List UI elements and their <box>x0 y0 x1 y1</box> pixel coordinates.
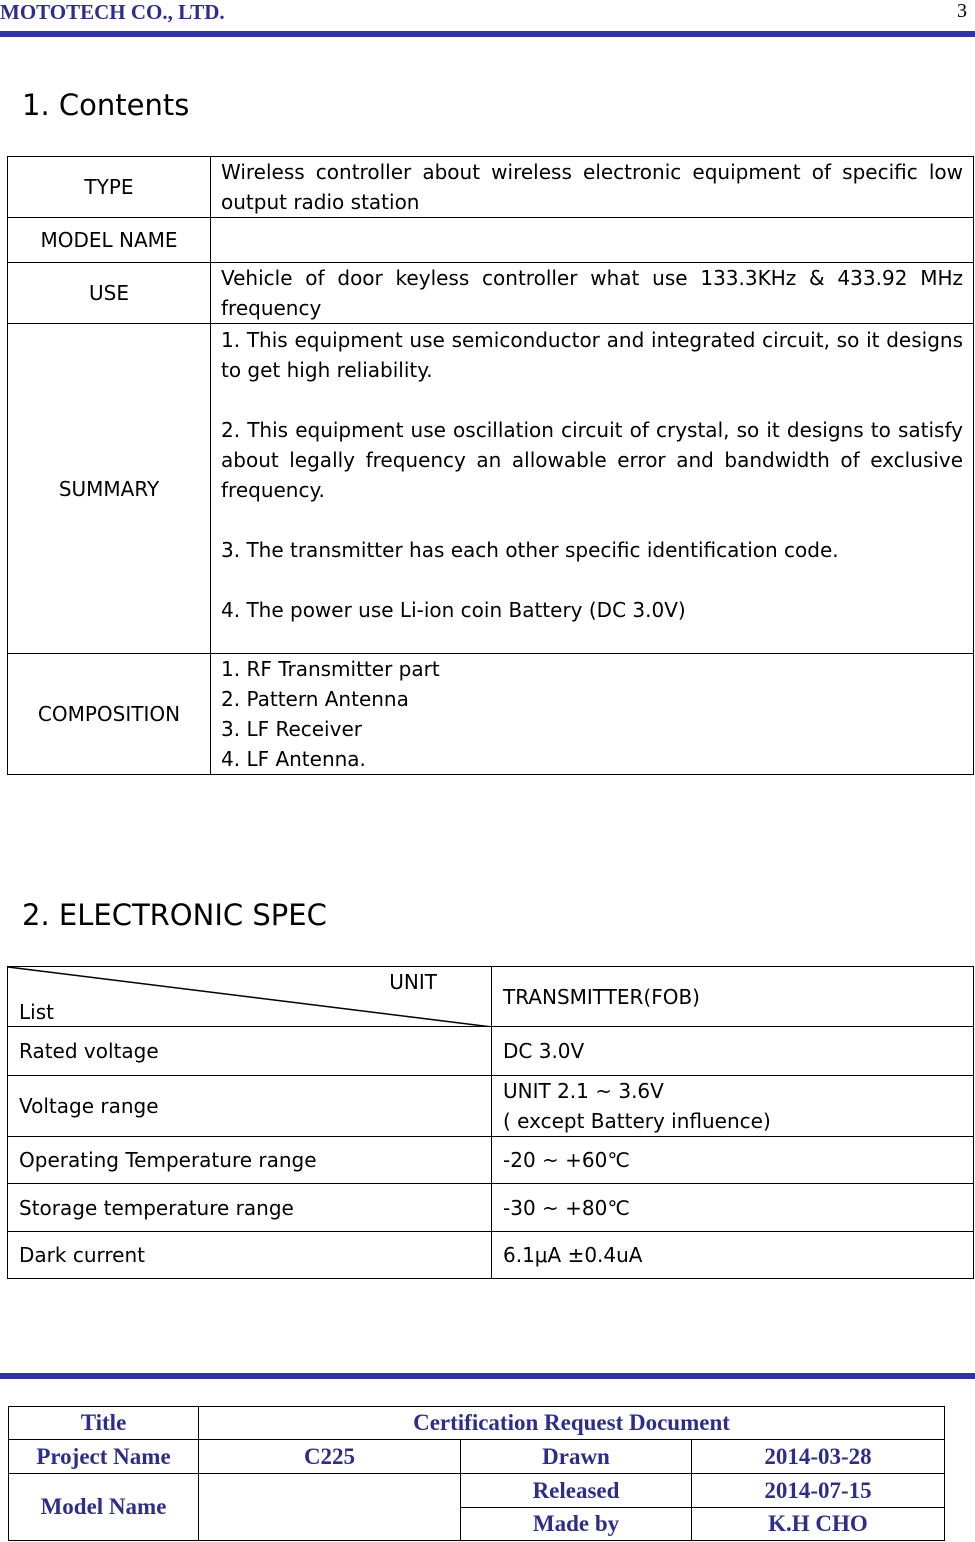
spec-value <box>492 1076 974 1137</box>
composition-item: 1. RF Transmitter part <box>221 657 440 681</box>
spec-label: Operating Temperature range <box>8 1137 492 1184</box>
composition-item: 4. LF Antenna. <box>221 747 366 771</box>
composition-item: 3. LF Receiver <box>221 717 362 741</box>
summary-label: SUMMARY <box>8 324 211 654</box>
footer-madeby-value: K.H CHO <box>692 1508 945 1541</box>
spec-label: Rated voltage <box>8 1027 492 1076</box>
table-row <box>8 1184 974 1232</box>
spec-value: 6.1μA ±0.4uA <box>492 1232 974 1279</box>
use-row <box>8 263 974 324</box>
summary-row <box>8 324 974 654</box>
footer-project-label: Project Name <box>9 1440 199 1474</box>
spec-header-row <box>8 967 974 1027</box>
use-label: USE <box>8 263 211 324</box>
summary-item: 4. The power use Li-ion coin Battery (DC 3.0V) <box>221 598 686 622</box>
spec-label: Voltage range <box>8 1076 492 1137</box>
spec-label: Storage temperature range <box>8 1184 492 1232</box>
footer-drawn-date: 2014-03-28 <box>692 1440 945 1474</box>
footer-released-row <box>9 1474 945 1508</box>
company-name: MOTOTECH CO., LTD. <box>0 0 225 24</box>
footer-rule <box>0 1373 975 1379</box>
electronic-spec-heading: 2. ELECTRONIC SPEC <box>22 898 327 932</box>
spec-value-note: ( except Battery influence) <box>503 1109 771 1133</box>
contents-table <box>7 156 974 775</box>
footer-drawn-label: Drawn <box>461 1440 692 1474</box>
list-label: List <box>19 1000 54 1024</box>
spec-value: -30 ~ +80℃ <box>492 1184 974 1232</box>
spec-value: DC 3.0V <box>492 1027 974 1076</box>
page-number: 3 <box>957 0 967 22</box>
contents-heading: 1. Contents <box>22 88 190 122</box>
footer-madeby-label: Made by <box>461 1508 692 1541</box>
footer-released-label: Released <box>461 1474 692 1508</box>
footer-project-row <box>9 1440 945 1474</box>
table-row <box>8 1232 974 1279</box>
table-row <box>8 1076 974 1137</box>
composition-label: COMPOSITION <box>8 654 211 775</box>
spec-label: Dark current <box>8 1232 492 1279</box>
footer-title-row <box>9 1407 945 1440</box>
type-value: Wireless controller about wireless electronic equipment of specific low output radio station <box>211 157 974 218</box>
footer-released-date: 2014-07-15 <box>692 1474 945 1508</box>
unit-label: UNIT <box>389 970 437 994</box>
model-name-value <box>211 218 974 263</box>
footer-model-label: Model Name <box>9 1474 199 1541</box>
summary-item: 2. This equipment use oscillation circuit of crystal, so it designs to satisfy about legally frequency an allowable error and bandwidth of exclusive frequency. <box>221 418 963 502</box>
use-value: Vehicle of door keyless controller what use 133.3KHz & 433.92 MHz frequency <box>211 263 974 324</box>
composition-value <box>211 654 974 775</box>
unit-list-corner-cell <box>8 967 492 1027</box>
summary-item: 3. The transmitter has each other specific identification code. <box>221 538 839 562</box>
summary-value <box>211 324 974 654</box>
transmitter-column-header: TRANSMITTER(FOB) <box>492 967 974 1027</box>
composition-item: 2. Pattern Antenna <box>221 687 409 711</box>
spec-value-line: UNIT 2.1 ~ 3.6V <box>503 1079 664 1103</box>
type-label: TYPE <box>8 157 211 218</box>
footer-model-value <box>199 1474 461 1541</box>
type-row <box>8 157 974 218</box>
header-rule <box>0 31 975 37</box>
model-name-label: MODEL NAME <box>8 218 211 263</box>
footer-title-value: Certification Request Document <box>199 1407 945 1440</box>
table-row <box>8 1137 974 1184</box>
electronic-spec-table <box>7 966 974 1279</box>
footer-project-value: C225 <box>199 1440 461 1474</box>
table-row <box>8 1027 974 1076</box>
model-name-row <box>8 218 974 263</box>
composition-row <box>8 654 974 775</box>
spec-value: -20 ~ +60℃ <box>492 1137 974 1184</box>
footer-title-label: Title <box>9 1407 199 1440</box>
footer-table <box>8 1406 945 1541</box>
summary-item: 1. This equipment use semiconductor and integrated circuit, so it designs to get high reliability. <box>221 328 963 382</box>
